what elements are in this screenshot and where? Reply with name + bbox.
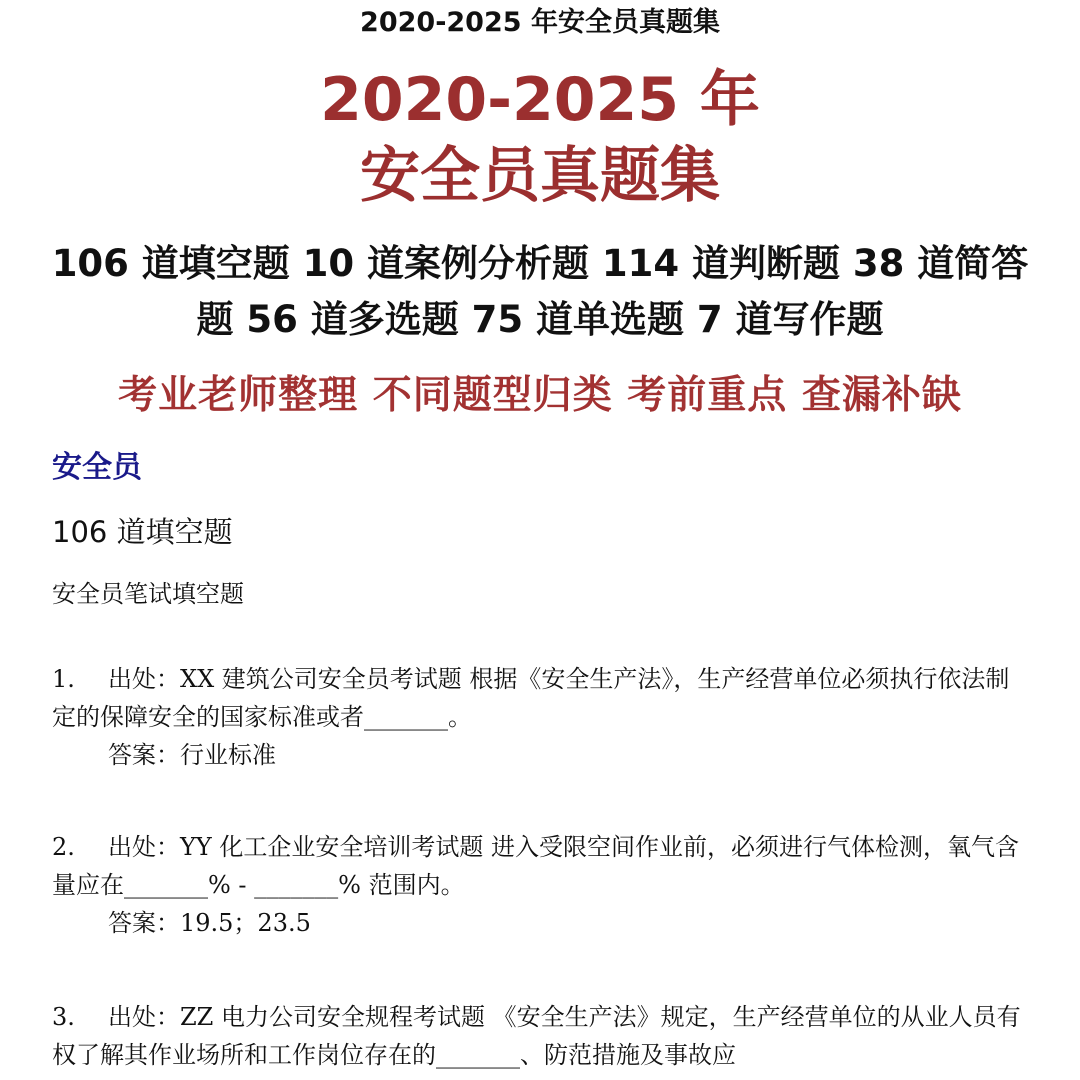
cover-title-line-2: 安全员真题集 [360,141,720,211]
question-text: 出处：ZZ 电力公司安全规程考试题 《安全生产法》规定，生产经营单位的从业人员有权了解其作业场所和工作岗位存在的_______、防范措施及事故应 [52,1003,1021,1069]
question-summary: 106 道填空题 10 道案例分析题 114 道判断题 38 道简答题 56 道多选题 75 道单选题 7 道写作题 [51,242,1029,341]
question-item [52,660,1032,774]
question-item [52,828,1032,942]
section-intro: 安全员笔试填空题 [52,580,244,608]
sub-heading: 106 道填空题 [52,515,233,549]
section-heading: 安全员 [52,450,142,485]
question-number: 2. [52,833,75,861]
question-item [52,998,1032,1074]
cover-title [0,62,1080,214]
question-answer: 答案：行业标准 [108,741,276,769]
question-answer: 答案：19.5；23.5 [108,909,311,937]
cover-title-line-1: 2020-2025 年 [320,65,760,135]
question-number: 1. [52,665,75,693]
question-number: 3. [52,1003,75,1031]
question-text: 出处：XX 建筑公司安全员考试题 根据《安全生产法》，生产经营单位必须执行依法制定的保障安全的国家标准或者_______。 [52,665,1010,731]
question-text: 出处：YY 化工企业安全培训考试题 进入受限空间作业前，必须进行气体检测，氧气含量应在_______% - _______% 范围内。 [52,833,1019,899]
promo-slogan: 考业老师整理 不同题型归类 考前重点 查漏补缺 [118,372,962,418]
page-header-title: 2020-2025 年安全员真题集 [360,7,720,38]
